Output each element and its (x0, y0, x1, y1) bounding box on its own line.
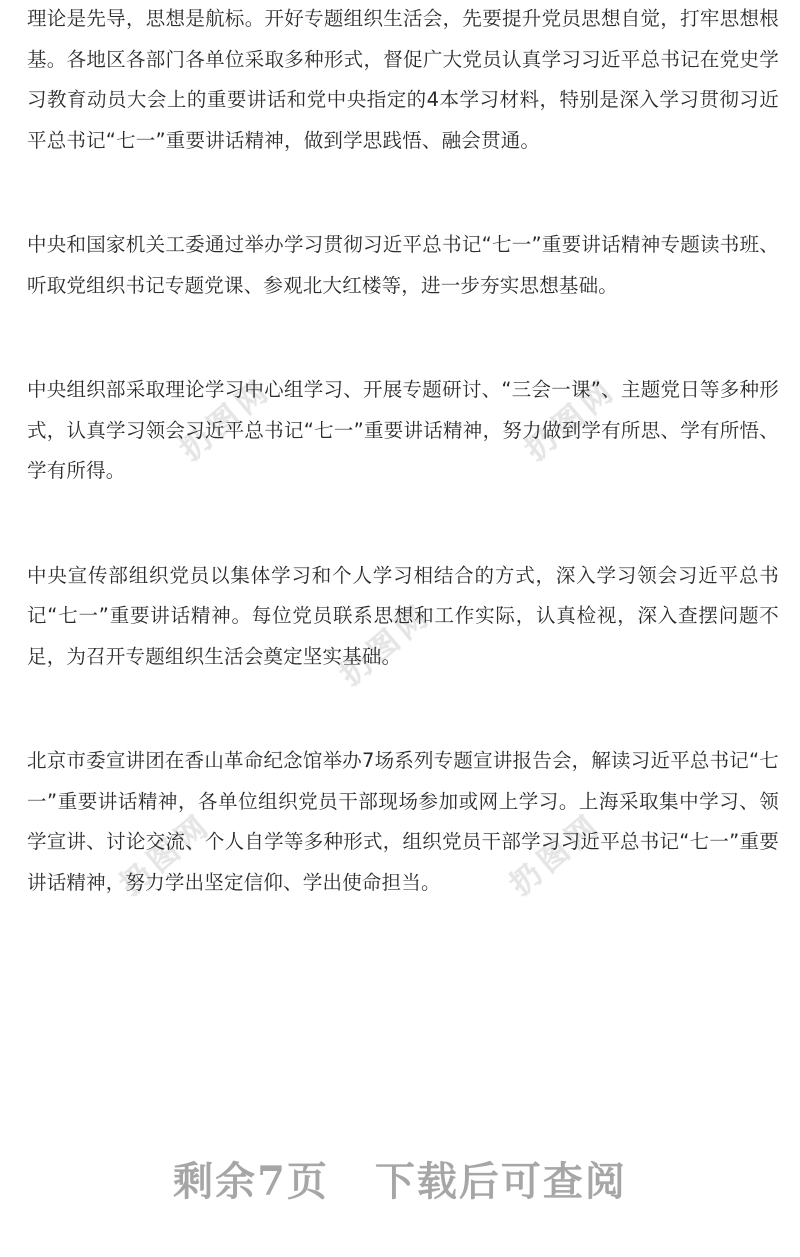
download-hint-label: 下载后可查阅 (374, 1158, 627, 1205)
document-body (27, 0, 779, 903)
download-prompt-banner[interactable] (0, 1150, 800, 1207)
watermark-text: 扔图网 (518, 371, 624, 468)
paragraph: 北京市委宣讲团在香山革命纪念馆举办7场系列专题宣讲报告会，解读习近平总书记“七一”重要讲话精神，各单位组织党员干部现场参加或网上学习。上海采取集中学习、领学宣讲、讨论交流、个人自学等多种形式，组织党员干部学习习近平总书记“七一”重要讲话精神，努力学出坚定信仰、学出使命担当。 (27, 749, 779, 894)
paragraph: 中央宣传部组织党员以集体学习和个人学习相结合的方式，深入学习领会习近平总书记“七一”重要讲话精神。每位党员联系思想和工作实际，认真检视，深入查摆问题不足，为召开专题组织生活会奠定坚实基础。 (27, 563, 779, 668)
remaining-pages-label: 剩余7页 (173, 1158, 329, 1205)
watermark-text: 扔图网 (173, 371, 279, 468)
watermark-text: 扔图网 (113, 806, 219, 903)
paragraph: 中央组织部采取理论学习中心组学习、开展专题研讨、“三会一课”、主题党日等多种形式，认真学习领会习近平总书记“七一”重要讲话精神，努力做到学有所思、学有所悟、学有所得。 (27, 378, 779, 482)
paragraph: 理论是先导，思想是航标。开好专题组织生活会，先要提升党员思想自觉，打牢思想根基。各地区各部门各单位采取多种形式，督促广大党员认真学习习近平总书记在党史学习教育动员大会上的重要讲话和党中央指定的4本学习材料，特别是深入学习贯彻习近平总书记“七一”重要讲话精神，做到学思践悟、融会贯通。 (27, 7, 779, 152)
watermark-text: 扔图网 (503, 806, 609, 903)
paragraph: 中央和国家机关工委通过举办学习贯彻习近平总书记“七一”重要讲话精神专题读书班、听取党组织书记专题党课、参观北大红楼等，进一步夯实思想基础。 (27, 233, 779, 297)
watermark-text: 扔图网 (333, 596, 439, 693)
